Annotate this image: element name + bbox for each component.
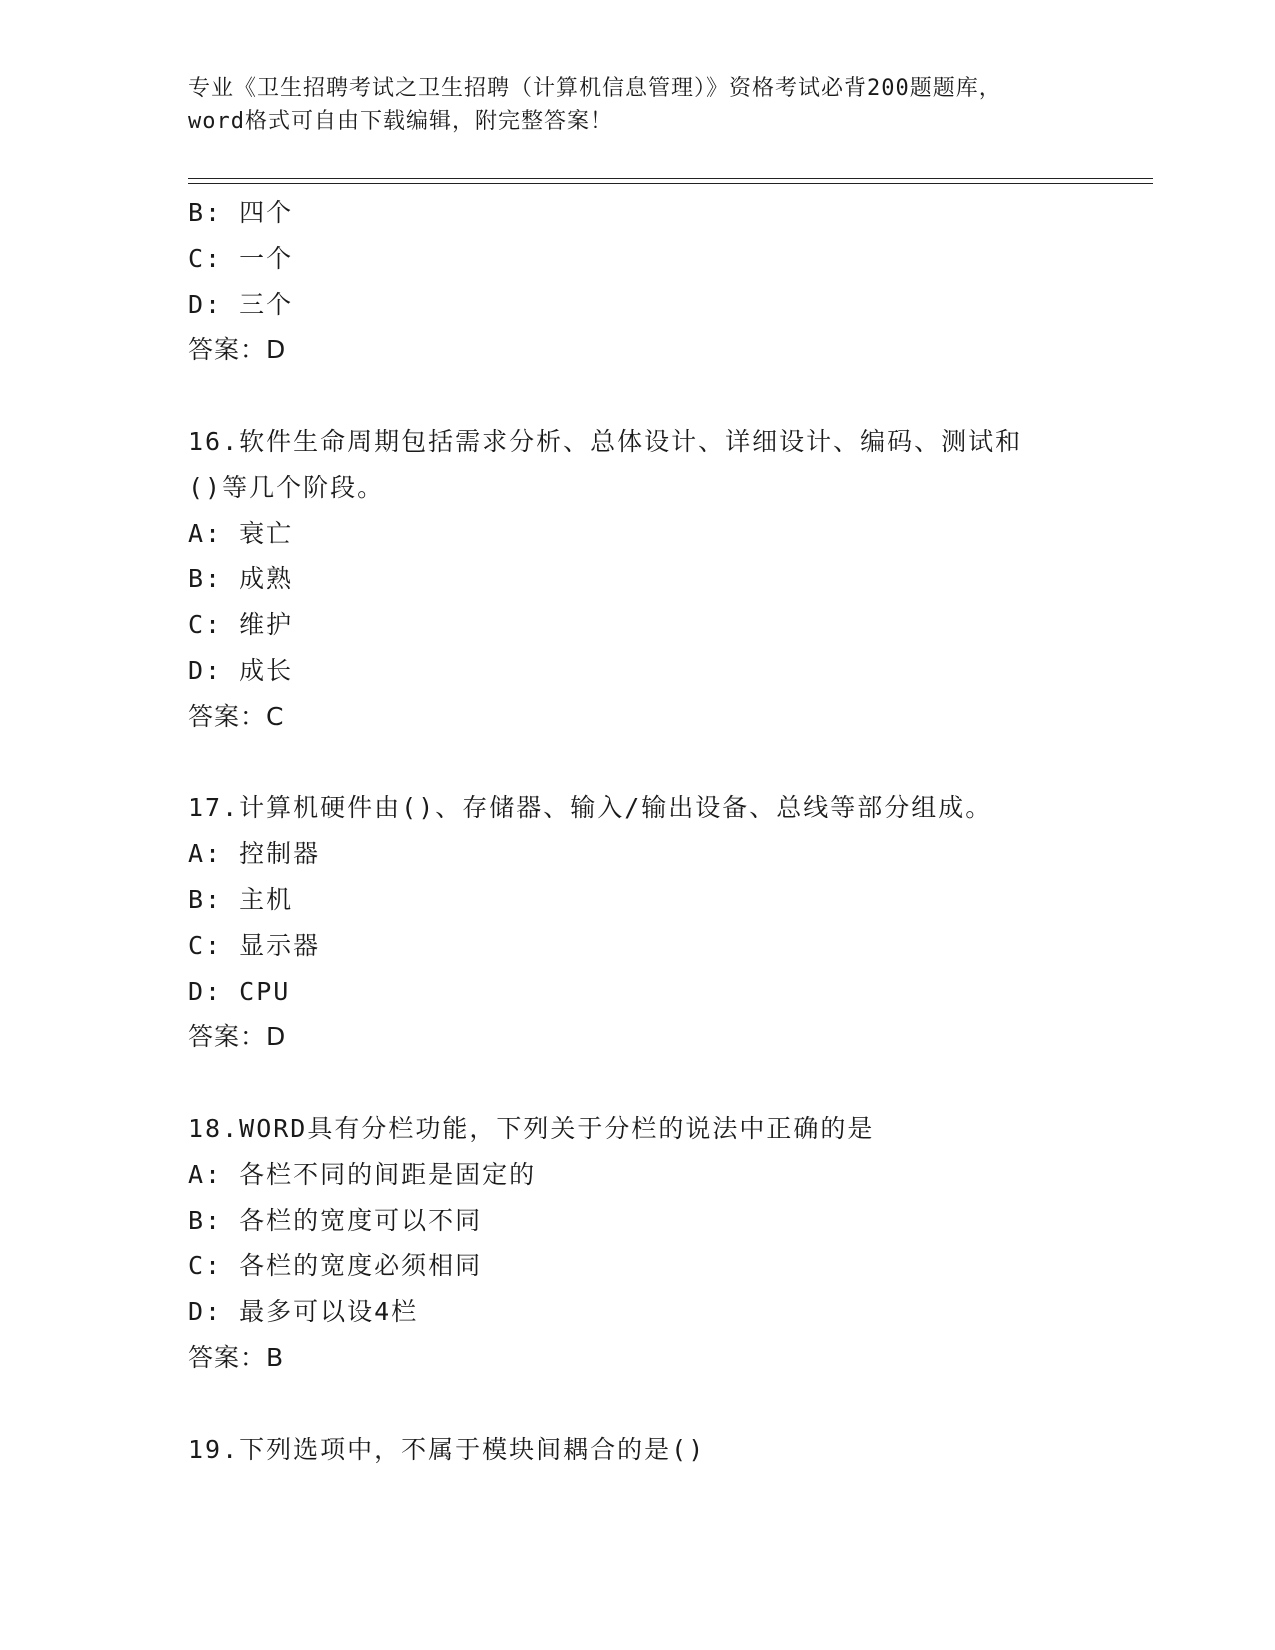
question-stem: 16.软件生命周期包括需求分析、总体设计、详细设计、编码、测试和 bbox=[188, 426, 1023, 456]
answer-line: 答案：C bbox=[188, 701, 285, 731]
option-b: B: 四个 bbox=[188, 198, 294, 227]
spacer bbox=[188, 1060, 1118, 1106]
question-stem: 17.计算机硬件由()、存储器、输入/输出设备、总线等部分组成。 bbox=[188, 793, 993, 823]
option-a: A: 衰亡 bbox=[188, 518, 294, 548]
question-19 bbox=[188, 1427, 1118, 1473]
spacer bbox=[188, 1381, 1118, 1427]
question-stem: 19.下列选项中，不属于模块间耦合的是() bbox=[188, 1434, 706, 1464]
question-list bbox=[188, 190, 1118, 1472]
question-18 bbox=[188, 1106, 1118, 1381]
spacer bbox=[188, 373, 1118, 419]
option-a: A: 各栏不同的间距是固定的 bbox=[188, 1159, 537, 1189]
document-header bbox=[188, 72, 1088, 138]
header-divider-top bbox=[188, 178, 1153, 179]
spacer bbox=[188, 740, 1118, 786]
answer-line: 答案：D bbox=[188, 1022, 287, 1052]
option-b: B: 各栏的宽度可以不同 bbox=[188, 1205, 483, 1235]
option-d: D: 成长 bbox=[188, 655, 294, 685]
header-title-line-2: word格式可自由下载编辑，附完整答案！ bbox=[188, 109, 613, 134]
option-c: C: 维护 bbox=[188, 610, 294, 640]
option-d: D: 最多可以设4栏 bbox=[188, 1297, 419, 1327]
header-title-line-1: 专业《卫生招聘考试之卫生招聘（计算机信息管理）》资格考试必背200题题库， bbox=[188, 76, 1002, 101]
option-c: C: 显示器 bbox=[188, 930, 321, 960]
answer-line: 答案：B bbox=[188, 1342, 285, 1372]
answer-line: 答案：D bbox=[188, 335, 287, 365]
question-stem: 18.WORD具有分栏功能，下列关于分栏的说法中正确的是 bbox=[188, 1113, 875, 1143]
header-divider-bottom bbox=[188, 183, 1153, 184]
option-c: C: 各栏的宽度必须相同 bbox=[188, 1251, 483, 1281]
option-a: A: 控制器 bbox=[188, 839, 321, 869]
question-stem-continued: ()等几个阶段。 bbox=[188, 472, 385, 502]
option-c: C: 一个 bbox=[188, 243, 294, 273]
option-b: B: 主机 bbox=[188, 884, 294, 914]
question-17 bbox=[188, 785, 1118, 1060]
option-d: D: CPU bbox=[188, 976, 291, 1006]
question-16 bbox=[188, 419, 1118, 740]
carryover-question bbox=[188, 190, 1118, 373]
option-b: B: 成熟 bbox=[188, 564, 294, 594]
option-d: D: 三个 bbox=[188, 289, 294, 319]
